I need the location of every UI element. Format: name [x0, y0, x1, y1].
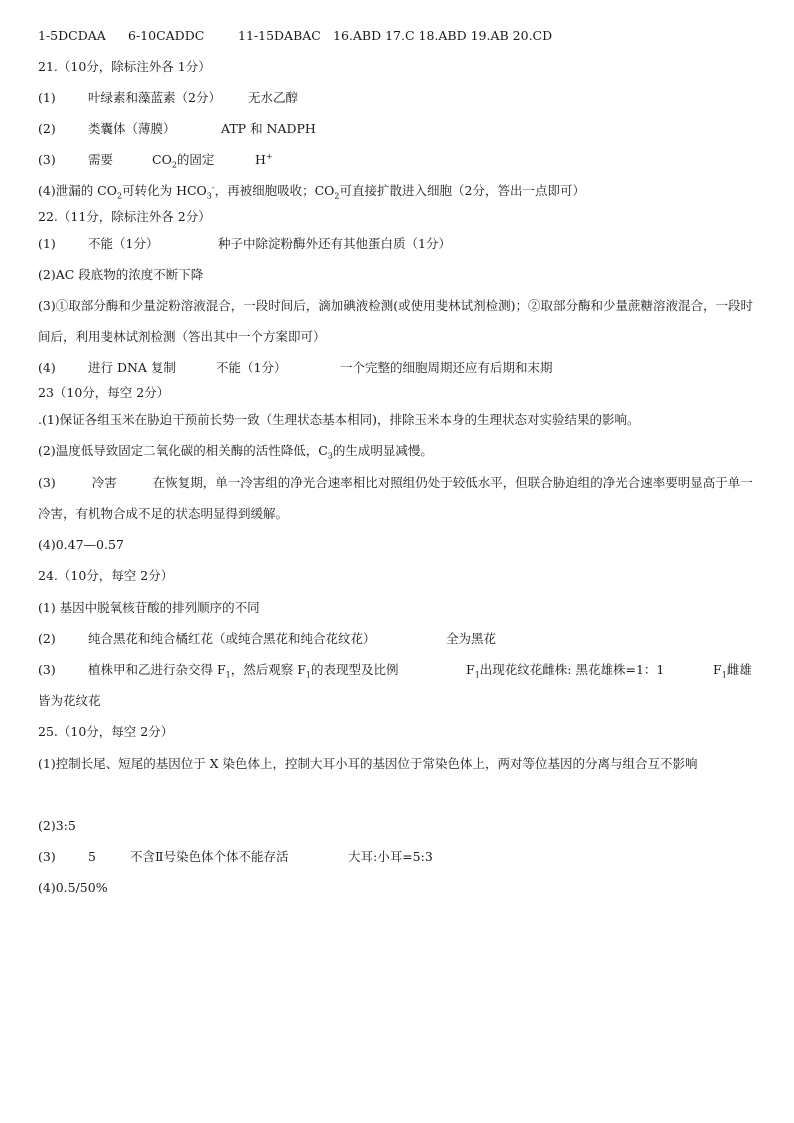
text-run: (2)温度低导致固定二氧化碳的相关酶的活性降低，C: [38, 443, 328, 458]
q25-header: 25.（10分，每空 2分）: [38, 724, 174, 739]
answer-text: [88, 662, 399, 678]
q24-header: 24.（10分，每空 2分）: [38, 568, 174, 583]
part-number: (4): [38, 360, 56, 375]
text-run: 的表现型及比例: [311, 662, 399, 677]
answer-text: 种子中除淀粉酶外还有其他蛋白质（1分）: [218, 236, 451, 251]
superscript: -: [211, 182, 215, 192]
answer-text: [466, 662, 664, 678]
answer-text: 需要: [88, 152, 114, 167]
answer-text: 在恢复期，单一冷害组的净光合速率相比对照组仍处于较低水平，但联合胁迫组的净光合速率要明显高于单一冷害，有机物合成不足的状态明显得到缓解。: [38, 475, 753, 521]
q25-part4: (4)0.5/50%: [38, 880, 108, 895]
q24-part3-continued: 皆为花纹花: [38, 693, 101, 708]
text-run: 可直接扩散进入细胞（2分，答出一点即可）: [339, 183, 585, 198]
subscript: 1: [305, 670, 311, 680]
part-number: (3): [38, 152, 56, 167]
answer-text: 不含Ⅱ号染色体个体不能存活: [130, 849, 289, 864]
q23-part4: (4)0.47—0.57: [38, 537, 124, 552]
answer-text: 大耳:小耳=5:3: [348, 849, 433, 864]
subscript: 1: [721, 670, 727, 680]
answer-text: [152, 152, 214, 168]
part-number: (3): [38, 475, 56, 490]
answer-text: 5: [88, 849, 96, 864]
part-number: (3): [38, 849, 56, 864]
text-run: 可转化为 HCO: [122, 183, 207, 198]
text-run: 出现花纹花雌株: 黑花雄株=1：1: [479, 662, 665, 677]
subscript: 2: [171, 160, 177, 170]
text-run: ，然后观察 F: [230, 662, 306, 677]
text-run: (4)泄漏的 CO: [38, 183, 117, 198]
q22-header: 22.（11分，除标注外各 2分）: [38, 209, 211, 224]
mc-answers-1-5: 1-5DCDAA: [38, 28, 106, 43]
mc-answers-16-20: 16.ABD 17.C 18.ABD 19.AB 20.CD: [333, 28, 553, 43]
part-number: (2): [38, 121, 56, 136]
answer-text: 纯合黑花和纯合橘红花（或纯合黑花和纯合花纹花）: [88, 631, 376, 646]
subscript: 2: [117, 191, 123, 201]
q25-part1: (1)控制长尾、短尾的基因位于 X 染色体上，控制大耳小耳的基因位于常染色体上，两对等位基因的分离与组合互不影响: [38, 756, 698, 771]
subscript: 1: [474, 670, 480, 680]
subscript: 3: [327, 451, 333, 461]
text-run: 的生成明显减慢。: [332, 443, 433, 458]
part-number: (1): [38, 236, 56, 251]
part-number: (1): [38, 90, 56, 105]
answer-text: [255, 152, 273, 168]
text-run: 的固定: [176, 152, 215, 167]
subscript: 2: [334, 191, 340, 201]
subscript: 1: [225, 670, 231, 680]
q24-part1: (1) 基因中脱氧核苷酸的排列顺序的不同: [38, 600, 260, 615]
answer-text: [713, 662, 752, 678]
mc-answers-6-10: 6-10CADDC: [128, 28, 205, 43]
part-number: (2): [38, 631, 56, 646]
subscript: 3: [206, 191, 212, 201]
answer-text: ATP 和 NADPH: [221, 121, 316, 136]
q23-part2: [38, 443, 433, 459]
q23-part3: [38, 467, 756, 529]
text-run: F: [713, 662, 722, 677]
q25-part2: (2)3:5: [38, 818, 76, 833]
answer-text: 无水乙醇: [248, 90, 299, 105]
text-run: ，再被细胞吸收；CO: [214, 183, 335, 198]
part-number: (3): [38, 662, 56, 677]
text-run: 雌雄: [726, 662, 752, 677]
superscript: +: [265, 151, 273, 161]
q21-header: 21.（10分，除标注外各 1分）: [38, 59, 211, 74]
text-run: 植株甲和乙进行杂交得 F: [88, 662, 226, 677]
q22-part2: (2)AC 段底物的浓度不断下降: [38, 267, 204, 282]
q22-part3: (3)①取部分酶和少量淀粉溶液混合，一段时间后，滴加碘液检测(或使用斐林试剂检测)；②取部分酶和少量蔗糖溶液混合，一段时间后，利用斐林试剂检测（答出其中一个方案即可）: [38, 298, 753, 344]
answer-text: 不能（1分）: [88, 236, 159, 251]
q21-part4: [38, 183, 585, 199]
answer-text: 不能（1分）: [216, 360, 287, 375]
q23-header: 23（10分，每空 2分）: [38, 385, 170, 400]
text-run: F: [466, 662, 475, 677]
answer-text: 进行 DNA 复制: [88, 360, 176, 375]
answer-text: 冷害: [91, 475, 117, 490]
answer-text: 全为黑花: [446, 631, 497, 646]
answer-text: 叶绿素和藻蓝素（2分）: [88, 90, 221, 105]
answer-text: 一个完整的细胞周期还应有后期和末期: [340, 360, 553, 375]
answer-text: 类囊体（薄膜）: [88, 121, 176, 136]
text-run: CO: [152, 152, 172, 167]
q23-part1: .(1)保证各组玉米在胁迫干预前长势一致（生理状态基本相同)，排除玉米本身的生理状态对实验结果的影响。: [38, 412, 640, 427]
text-run: H: [255, 152, 266, 167]
mc-answers-11-15: 11-15DABAC: [238, 28, 321, 43]
